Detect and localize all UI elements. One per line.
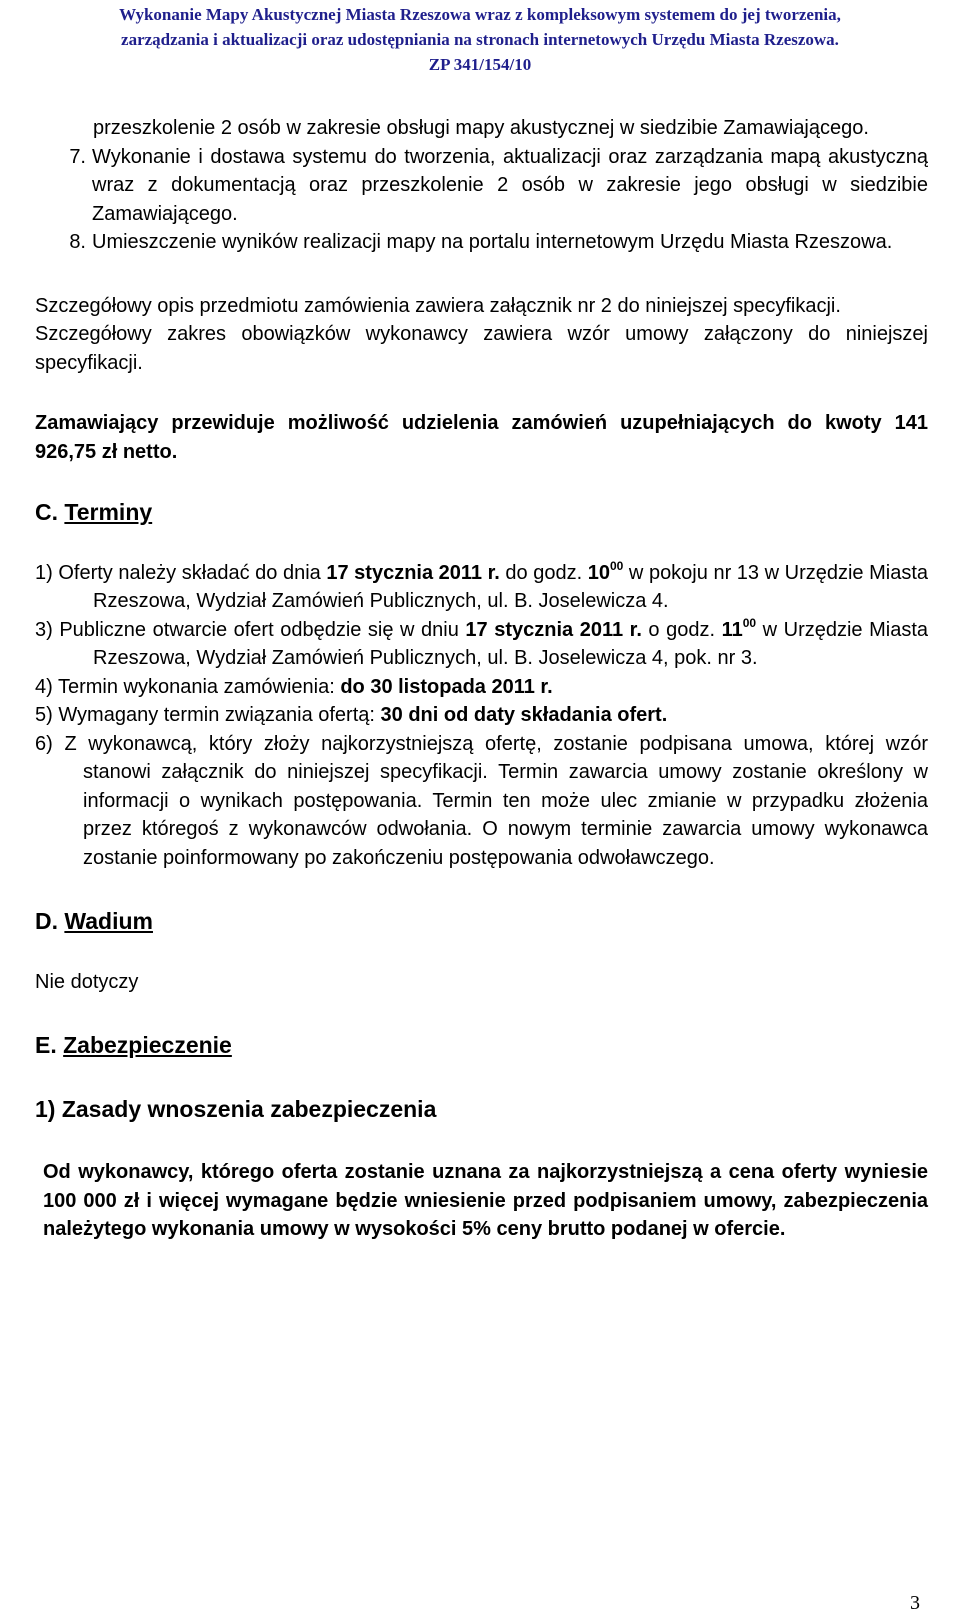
header-reference: ZP 341/154/10 bbox=[428, 55, 532, 74]
paragraph-description: Szczegółowy opis przedmiotu zamówienia zawiera załącznik nr 2 do niniejszej specyfikacji. bbox=[35, 294, 841, 317]
paragraph-supplementary-orders: Zamawiający przewiduje możliwość udzielenia zamówień uzupełniających do kwoty 141 926,75 zł netto. bbox=[35, 412, 928, 463]
page-number: 3 bbox=[910, 1592, 920, 1614]
document-header bbox=[0, 2, 960, 77]
list-item-6-tail: przeszkolenie 2 osób w zakresie obsługi mapy akustycznej w siedzibie Zamawiającego. bbox=[93, 117, 869, 139]
list-item-text: Wykonanie i dostawa systemu do tworzenia, aktualizacji oraz zarządzania mapą akustyczną wraz z dokumentacją oraz przeszkolenie 2 osób w zakresie jego obsługi w siedzibie Zamawiającego. bbox=[92, 145, 928, 225]
list-item-number: 8. bbox=[69, 231, 86, 253]
list-item-number: 7. bbox=[69, 145, 86, 168]
header-title-line2: zarządzania i aktualizacji oraz udostępniania na stronach internetowych Urzędu Miasta Rzeszowa. bbox=[121, 30, 839, 49]
section-d-prefix: D. bbox=[35, 908, 58, 934]
term-6: 6) Z wykonawcą, który złoży najkorzystniejszą ofertę, zostanie podpisana umowa, której wzór stanowi załącznik do niniejszej specyfikacji. Termin zawarcia umowy zostanie określony w informacji o wynikach postępowania. Termin ten może ulec zmianie w przypadku złożenia przez któregoś z wykonawców odwołania. O nowym terminie zawarcia umowy wykonawca zostanie poinformowany po zakończeniu postępowania odwoławczego. bbox=[35, 732, 928, 869]
paragraph-obligations: Szczegółowy zakres obowiązków wykonawcy zawiera wzór umowy załączony do niniejszej specyfikacji. bbox=[35, 323, 928, 374]
section-e-prefix: E. bbox=[35, 1032, 57, 1058]
term-1: 1) Oferty należy składać do dnia 17 stycznia 2011 r. do godz. $10^{00}$ w pokoju nr 13 w Urzędzie Miasta Rzeszowa, Wydział Zamówień Publicznych, ul. B. Joselewicza 4. bbox=[35, 558, 929, 612]
term-3: 3) Publiczne otwarcie ofert odbędzie się w dniu 17 stycznia 2011 r. o godz. $11^{00}$ w Urzędzie Miasta Rzeszowa, Wydział Zamówień Publicznych, ul. B. Joselewicza 4, pok. nr 3. bbox=[35, 615, 929, 669]
header-title-line1: Wykonanie Mapy Akustycznej Miasta Rzeszowa wraz z kompleksowym systemem do jej tworzenia, bbox=[119, 5, 841, 24]
section-d-title: Wadium bbox=[64, 908, 153, 934]
list-item-8 bbox=[35, 228, 928, 257]
section-e-title: Zabezpieczenie bbox=[63, 1032, 232, 1058]
list-item-7 bbox=[35, 143, 928, 229]
term-4: 4) Termin wykonania zamówienia: do 30 listopada 2011 r. bbox=[35, 675, 553, 698]
document-body bbox=[35, 114, 928, 1244]
section-c-heading bbox=[35, 498, 928, 527]
section-e1-body: Od wykonawcy, którego oferta zostanie uznana za najkorzystniejszą a cena oferty wyniesie 100 000 zł i więcej wymagane będzie wniesienie przed podpisaniem umowy, zabezpieczenia należytego wykonania umowy w wysokości 5% ceny brutto podanej w ofercie. bbox=[43, 1161, 928, 1240]
list-item-text: Umieszczenie wyników realizacji mapy na portalu internetowym Urzędu Miasta Rzeszowa. bbox=[92, 231, 893, 253]
section-c-prefix: C. bbox=[35, 499, 58, 525]
section-c-title: Terminy bbox=[64, 499, 153, 525]
term-5: 5) Wymagany termin związania ofertą: 30 dni od daty składania ofert. bbox=[35, 704, 668, 726]
section-e-heading bbox=[35, 1031, 928, 1060]
section-d-body: Nie dotyczy bbox=[35, 970, 139, 993]
section-d-heading bbox=[35, 907, 928, 936]
subsection-e1-heading: 1) Zasady wnoszenia zabezpieczenia bbox=[35, 1095, 437, 1122]
